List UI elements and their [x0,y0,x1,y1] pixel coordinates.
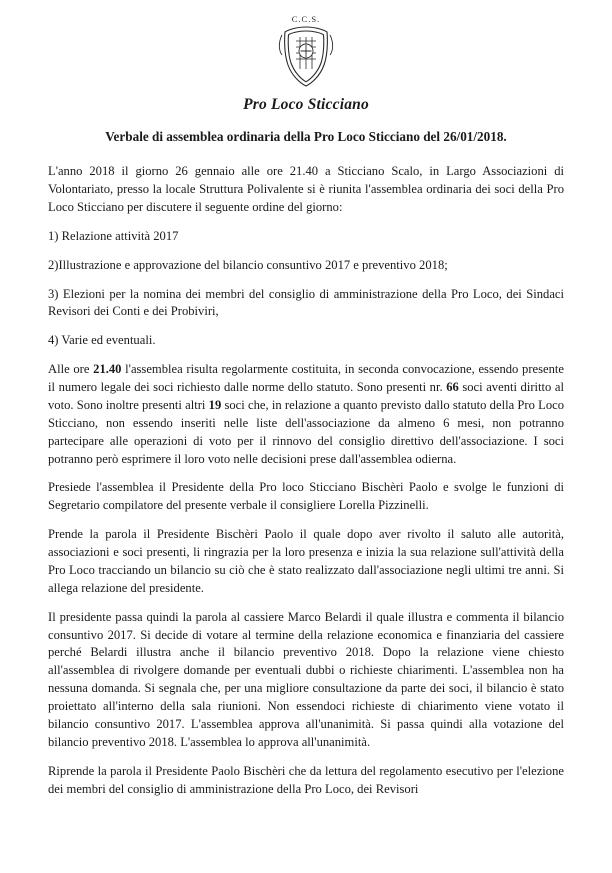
paragraph-regolamento [48,763,564,799]
body-text: Presiede l'assemblea il Presidente della Pro loco Sticciano Bischèri Paolo e svolge le funzioni di Segretario compilatore del presente verbale il consigliere Lorella Pizzinelli. [48,480,564,513]
agenda-item-3: 3) Elezioni per la nomina dei membri del consiglio di amministrazione della Pro Loco, dei Sindaci Revisori dei Conti e dei Probiviri, [48,286,564,319]
paragraph-presidenza [48,479,564,515]
body-text: Alle ore [48,362,94,377]
emphasis-text: 66 [446,380,459,395]
agenda-item-2: 2)Illustrazione e approvazione del bilancio consuntivo 2017 e preventivo 2018; [48,257,448,272]
body-text: soci aventi diritto al voto. Sono inoltre presenti altri [48,380,564,412]
body-text: Il presidente passa quindi la parola al cassiere Marco Belardi il quale illustra e commenta il bilancio consuntivo 2017. Si decide di votare al termine della relazione economica e finanziaria del cassiere perché Belardi illustra anche il bilancio preventivo 2018. Dopo la relazione viene chiesto all'assemblea di rivolgere domande per eventuali dubbi o richieste chiarimenti. L'assemblea non ha nessuna domanda. Si segnala che, per una migliore consultazione da parte dei soci, il bilancio è stato proiettato all'interno della sala riunioni. Non essendoci richieste di chiarimento viene votato il bilancio consuntivo 2017. L'assemblea approva all'unanimità. Si passa quindi alla votazione del bilancio preventivo 2018. L'assemblea lo approva all'unanimità. [48,609,564,749]
body-text: l'assemblea risulta regolarmente costituita, in seconda convocazione, essendo presente il numero legale dei soci richiesto dalle norme dello statuto. Sono presenti nr. [48,362,564,395]
body-text: Riprende la parola il Presidente Paolo Bischèri che da lettura del regolamento esecutivo per l'elezione dei membri del consiglio di amministrazione della Pro Loco, dei Revisori [48,763,564,796]
crest-container [48,14,564,92]
body-text: Prende la parola il Presidente Bischèri Paolo il quale dopo aver rivolto il saluto alle autorità, associazioni e soci presenti, li ringrazia per la loro presenza e inizia la sua relazione sull'attività della Pro Loco tracciando un bilancio su ciò che è stato realizzato dall'associazione negli ultimi tre anni. Si allega relazione del presidente. [48,527,564,595]
coat-of-arms-crest-icon [269,14,343,92]
agenda-item-4: 4) Varie ed eventuali. [48,333,156,348]
document-title: Verbale di assemblea ordinaria della Pro Loco Sticciano del 26/01/2018. [105,129,507,144]
organization-title: Pro Loco Sticciano [243,96,369,113]
emphasis-text: 19 [208,397,222,412]
intro-paragraph: L'anno 2018 il giorno 26 gennaio alle ore 21.40 a Sticciano Scalo, in Largo Associazioni di Volontariato, presso la locale Struttura Polivalente si è riunita l'assemblea ordinaria dei soci della Pro Loco Sticciano per discutere il seguente ordine del giorno: [48,164,564,214]
crest-shield-icon [276,21,336,91]
paragraph-bilancio [48,609,564,752]
emphasis-text: 21.40 [93,362,122,377]
paragraph-quorum [48,361,564,468]
paragraph-relazione-presidente [48,526,564,598]
body-text: soci che, in relazione a quanto previsto dallo statuto della Pro Loco Sticciano, non essendo inseriti nelle liste dell'associazione da almeno 6 mesi, non potranno partecipare alle operazioni di voto per il rinnovo del consiglio direttivo dell'associazione. I soci potranno però esprimere il loro voto nelle decisioni prese dall'assemblea odierna. [48,397,564,466]
crest-label: C.C.S. [291,14,321,24]
agenda-item-1: 1) Relazione attività 2017 [48,228,179,243]
